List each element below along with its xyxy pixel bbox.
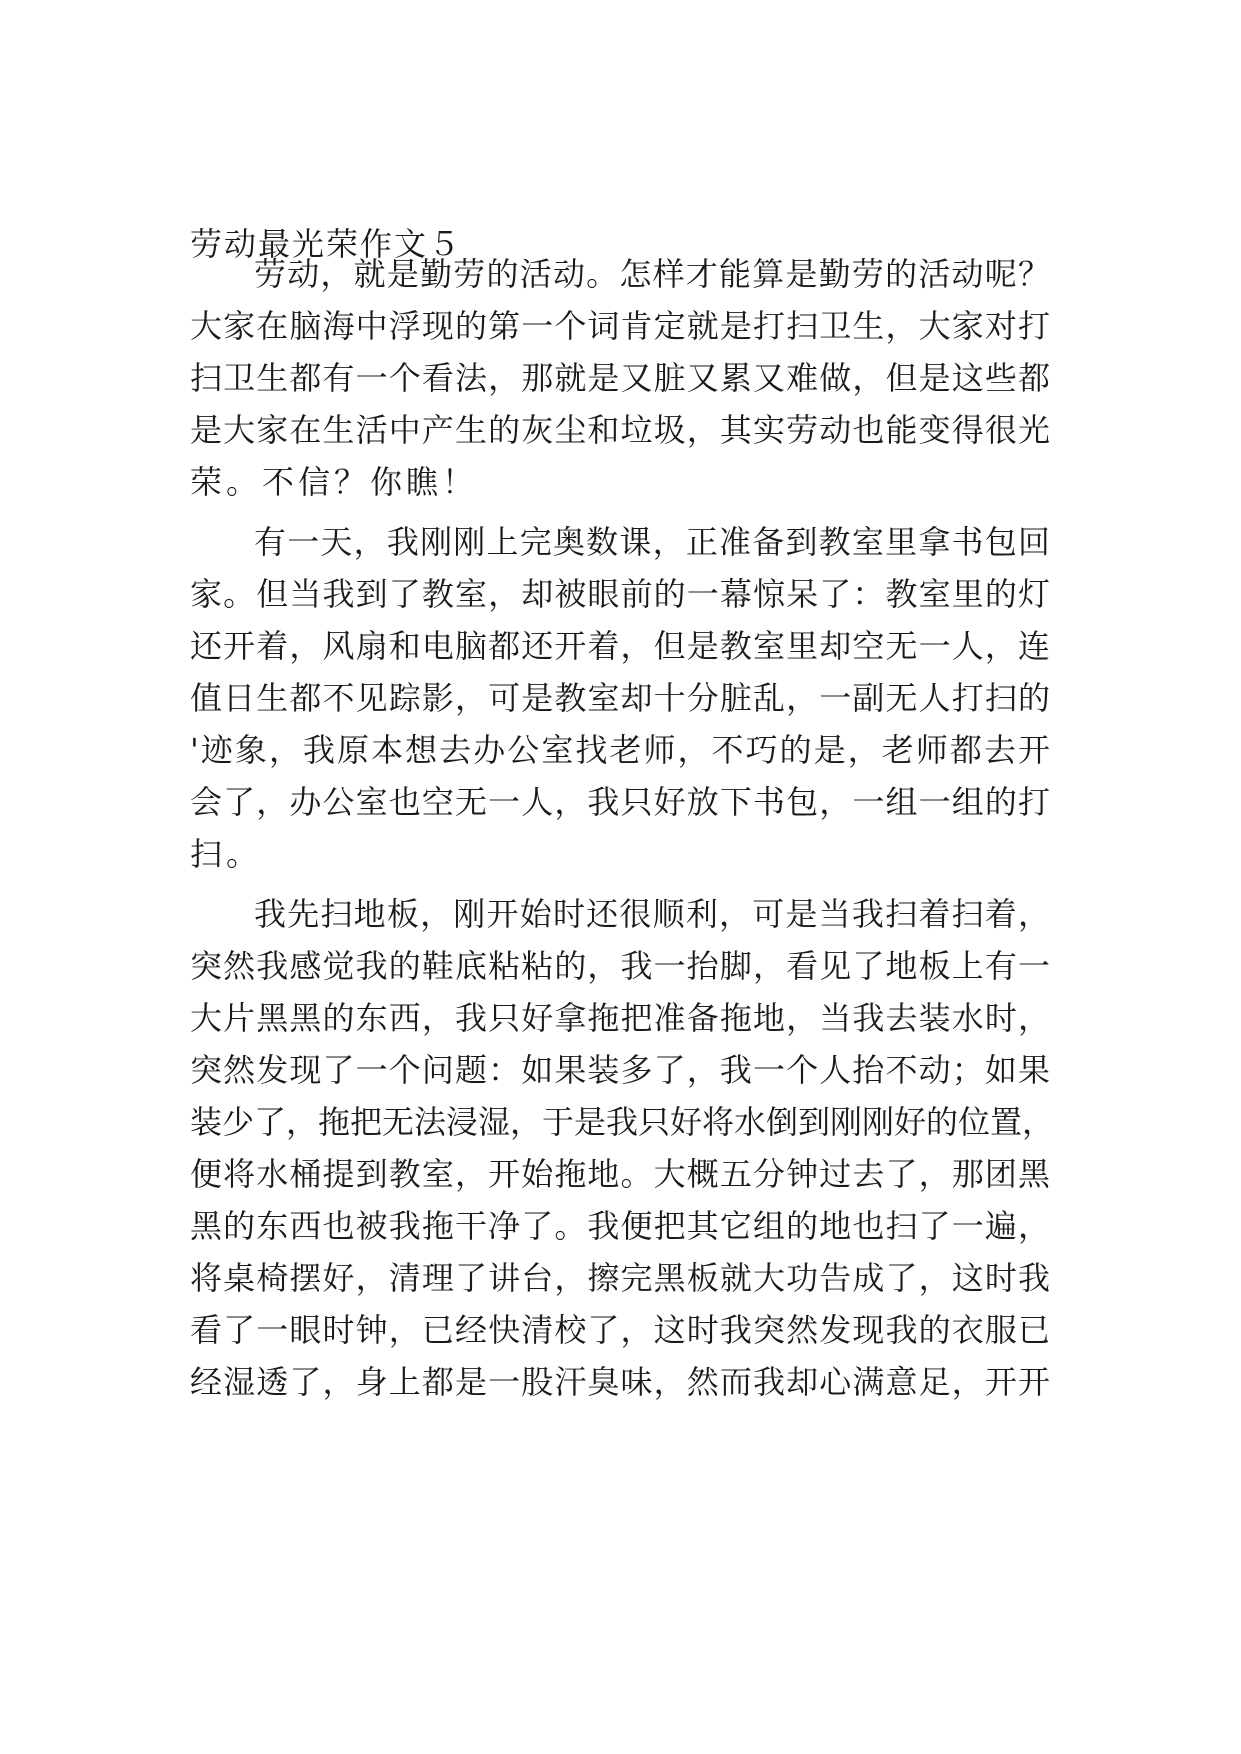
paragraph-2-line-2: 家。但当我到了教室，却被眼前的一幕惊呆了：教室里的灯 bbox=[190, 575, 1050, 613]
paragraph-2-line-4: 值日生都不见踪影，可是教室却十分脏乱，一副无人打扫的 bbox=[190, 679, 1050, 717]
paragraph-3-line-5: 装少了，拖把无法浸湿，于是我只好将水倒到刚刚好的位置， bbox=[190, 1103, 1055, 1141]
paragraph-1-line-5: 荣。不信？你瞧！ bbox=[190, 463, 479, 501]
paragraph-2-line-7: 扫。 bbox=[190, 835, 263, 873]
paragraph-3-line-4: 突然发现了一个问题：如果装多了，我一个人抬不动；如果 bbox=[190, 1051, 1050, 1089]
paragraph-1-line-2: 大家在脑海中浮现的第一个词肯定就是打扫卫生，大家对打 bbox=[190, 307, 1050, 345]
paragraph-3-line-7: 黑的东西也被我拖干净了。我便把其它组的地也扫了一遍， bbox=[190, 1207, 1050, 1245]
paragraph-2-line-6: 会了，办公室也空无一人，我只好放下书包，一组一组的打 bbox=[190, 783, 1050, 821]
paragraph-3-line-10: 经湿透了，身上都是一股汗臭味，然而我却心满意足，开开 bbox=[190, 1363, 1050, 1401]
paragraph-2-line-1: 有一天，我刚刚上完奥数课，正准备到教室里拿书包回 bbox=[254, 523, 1050, 561]
document-title: 劳动最光荣作文５ bbox=[190, 225, 463, 263]
paragraph-1-line-4: 是大家在生活中产生的灰尘和垃圾，其实劳动也能变得很光 bbox=[190, 411, 1050, 449]
paragraph-1-line-1: 劳动，就是勤劳的活动。怎样才能算是勤劳的活动呢？ bbox=[254, 255, 1050, 293]
paragraph-2-line-3: 还开着，风扇和电脑都还开着，但是教室里却空无一人，连 bbox=[190, 627, 1050, 665]
paragraph-2-line-5: '迹象，我原本想去办公室找老师，不巧的是，老师都去开 bbox=[190, 731, 1050, 769]
paragraph-3-line-8: 将桌椅摆好，清理了讲台，擦完黑板就大功告成了，这时我 bbox=[190, 1259, 1050, 1297]
paragraph-3-line-9: 看了一眼时钟，已经快清校了，这时我突然发现我的衣服已 bbox=[190, 1311, 1050, 1349]
paragraph-3-line-2: 突然我感觉我的鞋底粘粘的，我一抬脚，看见了地板上有一 bbox=[190, 947, 1050, 985]
paragraph-1-line-3: 扫卫生都有一个看法，那就是又脏又累又难做，但是这些都 bbox=[190, 359, 1050, 397]
paragraph-3-line-3: 大片黑黑的东西，我只好拿拖把准备拖地，当我去装水时， bbox=[190, 999, 1050, 1037]
paragraph-3-line-1: 我先扫地板，刚开始时还很顺利，可是当我扫着扫着， bbox=[254, 895, 1050, 933]
paragraph-3-line-6: 便将水桶提到教室，开始拖地。大概五分钟过去了，那团黑 bbox=[190, 1155, 1050, 1193]
